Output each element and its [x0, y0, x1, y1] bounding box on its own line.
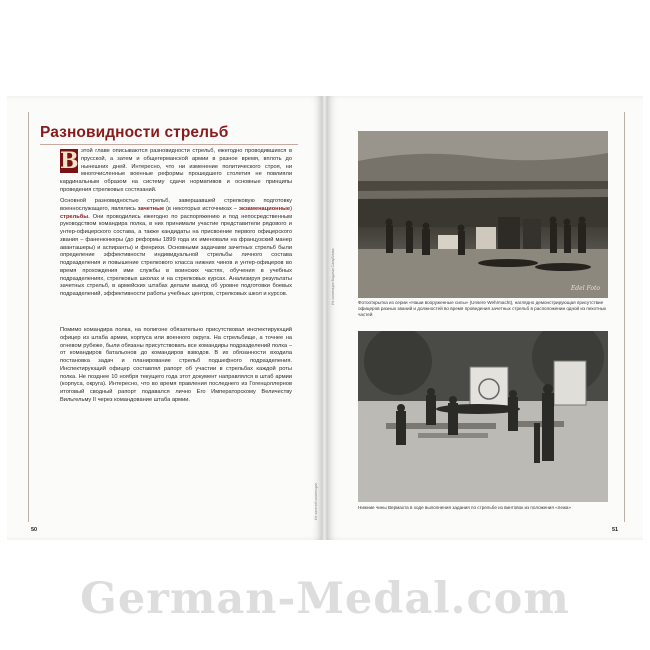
side-credit-left: Из частной коллекции — [314, 483, 318, 520]
photo-prone-image — [358, 331, 608, 502]
right-margin-rule — [624, 112, 625, 522]
side-credit-right: Из коллекции Вадима Самуйлова — [331, 248, 335, 305]
page-number-left: 50 — [31, 527, 38, 533]
title-underline — [40, 144, 298, 145]
photo-prone-shooting — [358, 331, 608, 502]
highlight-ekzamenatsionnye: экзаменационные — [238, 205, 291, 212]
highlight-zachetnye: зачетные — [137, 205, 165, 212]
page-number-right: 51 — [612, 527, 619, 533]
paragraph-1-text: этой главе описываются разновидности стрельб, ежегодно проводившихся в прусской, а затем и общегерманской армии в разное время, вплоть до нынешних дней. Интересно, что ни изменение политического строя, ни многочисленные военные реформы прошедшего столетия не повлияли кардинальным образом на систему сдачи нормативов и основные принципы проведения стрелковых состязаний. — [60, 148, 292, 193]
paragraph-2-close-paren: ) — [290, 205, 292, 212]
paragraph-2 — [60, 198, 292, 299]
paragraph-2-between: (в некоторых источниках – — [166, 205, 237, 212]
photo-2-caption: Нижние чины Вермахта в ходе выполнения задания по стрельбе из винтовок из положения «лежа» — [358, 505, 572, 510]
photo-1-caption: Фотооткрытка из серии «Наши вооруженные силы» (Unsere Wehrmacht), наглядно демонстрирующая присутствие офицеров разных званий и должностей во время проведения зачетных стрельб в расположении одной из пехотных частей — [358, 300, 607, 317]
highlight-strelby: стрельбы — [60, 213, 89, 220]
chapter-title: Разновидности стрельб — [40, 124, 229, 141]
paragraph-3: Помимо командира полка, на полигоне обязательно присутствовал инспектирующий офицер из штаба армии, корпуса или военного округа. На стрельбище, а точнее на огневом рубеже, были обязаны присутствовать все командиры подразделений полка – от командиров батальонов до командиров взводов. В их обязанности входила постановка задач и планирование стрельб подшефного подразделения. Инспектирующий офицер составлял рапорт об участии в стрельбах каждой роты полка. Не позднее 10 ноября текущего года этот документ направлялся в штаб армии (корпуса, округа). Интересно, что во время правления последнего из Гогенцоллернов итоговый сводный рапорт подавался лично Его Императорскому Величеству Вильгельму II через командование штаба армии. — [60, 327, 292, 403]
paragraph-2-body: . Они проводились ежегодно по распоряжению и под непосредственным руководством командира полка, в них принимали участие представители рядового и унтер-офицерского состава, а также кандидаты на присвоение первого офицерского звания – фаненюнкеры (до реформы 1899 года их именовали на французский манер аванташеры) и аспиранты) и фенрихи. Основными задачами зачетных стрельб были определение эффективности индивидуальной стрельбы личного состава подразделения и повышение стрелкового класса нижних чинов и унтер-офицеров во время прохождения ими службы в воинских частях, обучения в учебных подразделениях, стрелковых школах и на стрелковых курсах. Анализируя результаты зачетных стрельб, в армейских штабах делали вывод об уровне подготовки боевых подразделений, эффективности работы учебных центров, стрелковых школ и курсов. — [60, 213, 292, 297]
paragraph-2-lead: Основной разновидностью стрельб, завершавшей стрелковую подготовку военнослужащего, являлись — [60, 198, 292, 212]
photo-range-image — [358, 131, 608, 298]
left-margin-rule — [28, 112, 29, 522]
book-gutter — [322, 96, 327, 540]
drop-cap: В — [60, 148, 79, 174]
photo-shooting-range — [358, 131, 608, 298]
paragraph-1 — [60, 148, 292, 195]
photo-stamp: Edel Foto — [570, 285, 600, 292]
watermark-text: German-Medal.com — [80, 574, 570, 624]
